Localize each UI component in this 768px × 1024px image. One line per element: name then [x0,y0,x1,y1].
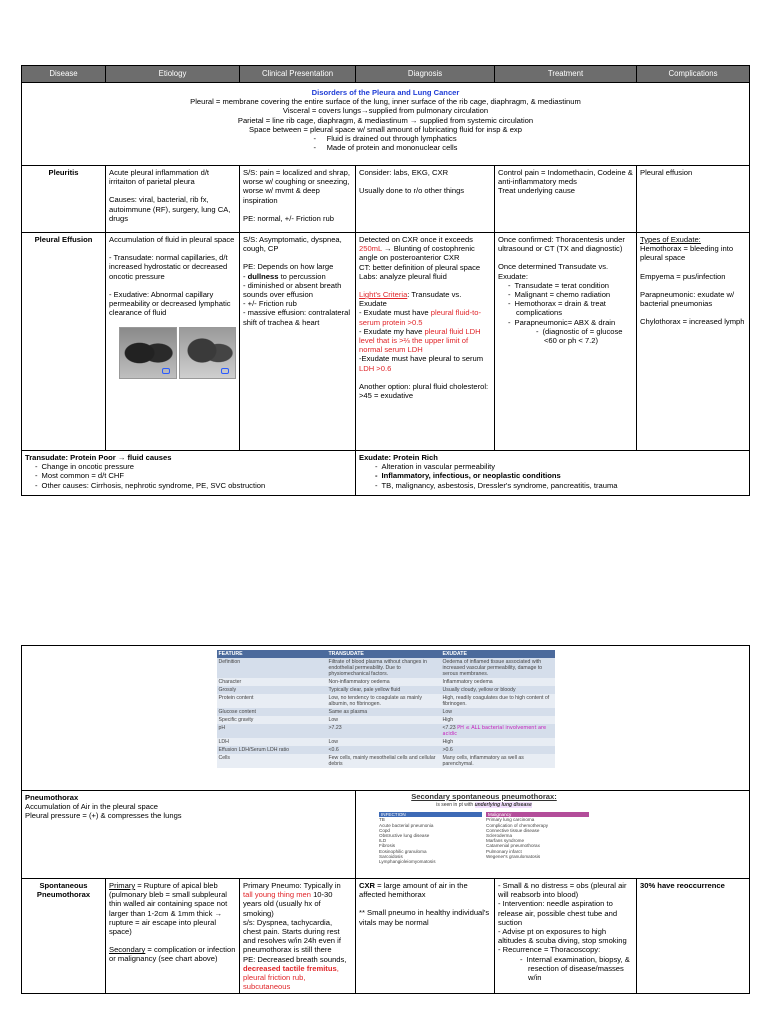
disease-pleuritis: Pleuritis [22,166,106,233]
cell: Effusion LDH/Serum LDH ratio [217,746,327,754]
text: Primary Pneumo: Typically in tall young thing men 10-30 years old (usually hx of smoking) [243,881,341,918]
cell: >7.23 [327,724,441,738]
intro-row [22,83,750,166]
text: - Small & no distress = obs (pleural air will reabsorb into blood) [498,881,627,900]
transudate-list [25,462,352,490]
table-row [217,716,555,724]
text: Light's Criteria: Transudate vs. Exudate [359,290,462,309]
text: Connective tissue disease [486,827,540,833]
text: Primary = Rupture of apical bleb (pulmonary bleb = small subpleural thin walled air containing space not larger than 1-2cm & 1mm thick → rupture = air escape into pleural space) [109,881,228,937]
disease-pleural-effusion: Pleural Effusion [22,233,106,451]
cell: Cells [217,754,327,768]
cell: FEATURE [217,650,327,658]
text: - Recurrence = Thoracoscopy: [498,945,601,955]
text: Usually done to r/o other things [359,186,465,196]
text: Complication of chemotherapy [486,822,549,828]
text: - massive effusion: contralateral shift of trachea & heart [243,308,351,327]
cell: EXUDATE [441,650,555,658]
list-item: - Inflammatory, infectious, or neoplastic conditions [383,471,746,480]
text: Exudate: Protein Rich [359,453,438,462]
comparison-image-cell [22,646,750,791]
list-item: - (diagnostic of = glucose <60 or ph < 7.2) [544,327,633,345]
disease-pneumothorax: Pneumothorax [25,793,79,802]
effusion-complications [637,233,750,451]
cell: <7.23 PH ≤ ALL bacterial involvement are acidic [441,724,555,738]
list-item: - Transudate = terat condition [516,281,633,290]
list-item: - Other causes: Cirrhosis, nephrotic syndrome, PE, SVC obstruction [43,481,352,490]
cell: Protein content [217,694,327,708]
text: CT: better definition of pleural space [359,262,481,272]
text: Detected on CXR once it exceeds 250mL → Blunting of costophrenic angle on posteroanterior CXR [359,235,475,263]
effusion-treatment [495,233,637,451]
text: PE: Decreased breath sounds, decreased tactile fremitus, pleural friction rub, subcutaneous [243,954,347,992]
cell: Same as plasma [327,708,441,716]
pneumothorax-row [22,791,750,879]
text: ILD [379,838,387,844]
list-item: - Most common = d/t CHF [43,471,352,480]
spontaneous-treatment [495,879,637,994]
effusion-etiology [106,233,240,451]
cell: Many cells, inflammatory as well as parenchymal. [441,754,555,768]
text: - Exudate must have pleural fluid-to-serum protein >0.5 [359,308,481,327]
spontaneous-pneumothorax-row [22,879,750,994]
text: Marfans syndrome [486,838,525,844]
text: S/S: Asymptomatic, dyspnea, cough, CP [243,235,342,254]
pleuritis-treatment [495,166,637,233]
cell: Glucose content [217,708,327,716]
intro-line: Pleural = membrane covering the entire surface of the lung, inner surface of the rib cage, diaphragm, & mediastinum [190,97,581,107]
cell: Low [327,738,441,746]
cell: Low, no tendency to coagulate as mainly albumin, no fibrinogen. [327,694,441,708]
table-row [217,708,555,716]
cell: Inflammatory oedema [441,678,555,686]
table-row [217,650,555,658]
text: Hemothorax = bleeding into pleural space [640,244,734,263]
text: -Exudate must have pleural to serum LDH >0.6 [359,354,484,373]
spontaneous-complications: 30% have reoccurrence [637,879,750,994]
pleuritis-diagnosis [356,166,495,233]
text: ** Small pneumo in healthy individual's vitals may be normal [359,908,490,927]
pleuritis-row [22,166,750,233]
table-row [217,746,555,754]
list-item: - TB, malignancy, asbestosis, Dressler's syndrome, pancreatitis, trauma [383,481,746,490]
text: Treat underlying cause [498,186,575,196]
list-item: - Hemothorax = drain & treat complications [516,299,633,317]
text: - dullness to percussion [243,271,326,281]
cell: Filtrate of blood plasma without changes in endothelial permeability. Due to physiomechanical factors. [327,658,441,678]
text: Types of Exudate: [640,235,701,244]
cell: Specific gravity [217,716,327,724]
list-item: - Malignant = chemo radiation [516,290,633,299]
text: Scleroderma [486,833,513,839]
xray-image [119,327,177,379]
disease-spontaneous-pneumothorax: Spontaneous Pneumothorax [22,879,106,994]
section-title: Disorders of the Pleura and Lung Cancer [311,88,460,97]
text: - diminished or absent breath sounds over effusion [243,280,342,300]
cell: Low [441,708,555,716]
exudate-cell [356,451,750,496]
table-row [217,678,555,686]
treatment-sublist [498,955,633,983]
text: Accumulation of Air in the pleural space [25,802,158,812]
effusion-diagnosis [356,233,495,451]
cell: Grossly [217,686,327,694]
transudate-exudate-row [22,451,750,496]
pneumothorax-cell [22,791,356,879]
table-row [217,658,555,678]
text: Pulmonary infarct [486,848,522,854]
header-diagnosis: Diagnosis [356,66,495,83]
table-row [217,738,555,746]
cell: Character [217,678,327,686]
cell: Definition [217,658,327,678]
intro-line: Space between = pleural space w/ small amount of lubricating fluid for insp & exp [249,124,522,134]
list-item: - Alteration in vascular permeability [383,462,746,471]
header-disease: Disease [22,66,106,83]
cell: Low [327,716,441,724]
exudate-list [359,462,746,490]
text: s/s: Dyspnea, tachycardia, chest pain. Starts during rest and resolves w/in 24h even if pneumothorax is still there [243,917,341,955]
chest-xray-images [119,327,236,379]
transudate-cell [22,451,356,496]
column-head: INFECTION [379,812,482,817]
cell: Few cells, mainly mesothelial cells and cellular debris [327,754,441,768]
text: Once determined Transudate vs. Exudate: [498,262,609,281]
text: Empyema = pus/infection [640,271,726,281]
treatment-sublist [498,327,633,345]
text: - Advise pt on exposures to high altitudes & scuba diving, stop smoking [498,927,627,946]
cell: Oedema of inflamed tissue associated with increased vascular permeability, damage to serous membranes. [441,658,555,678]
intro-bullet: - Made of protein and mononuclear cells [313,143,458,153]
treatment-list [498,281,633,327]
cell: High, readily coagulates due to high content of fibrinogen. [441,694,555,708]
text: Accumulation of fluid in pleural space [109,235,235,244]
text: Causes: viral, bacterial, rib fx, autoimmune (RF), surgery, lung CA, drugs [109,195,231,223]
text: TB [379,817,385,823]
text: Labs: analyze pleural fluid [359,271,447,281]
text: - Intervention: needle aspiration to release air, possible chest tube and suction [498,899,618,927]
text: Copd [379,827,390,833]
list-item: - Internal examination, biopsy, & resection of disease/masses w/in [528,955,633,983]
header-treatment: Treatment [495,66,637,83]
text: CXR = large amount of air in the affected hemithorax [359,881,468,900]
table-row [217,694,555,708]
text: Pleural pressure = (+) & compresses the lungs [25,811,182,821]
xray-image [179,327,237,379]
table-row [217,724,555,738]
text: Once confirmed: Thoracentesis under ultrasound or CT (TX and diagnostic) [498,235,625,254]
text: S/S: pain = localized and shrap, worse w/ coughing or sneezing, worse w/ mvmt & deep inspiration [243,168,351,205]
image-subtitle: is seen in pt with underlying lung disease [436,802,532,808]
text: Acute pleural inflammation d/t irritaiton of parietal pleura [109,168,210,187]
comparison-image-row [22,646,750,791]
text: Sarcoidosis [379,853,403,859]
text: Another option: plural fluid cholesterol: >45 = exudative [359,381,489,401]
cell: <0.6 [327,746,441,754]
pneumothorax-table [21,645,750,994]
text: Transudate: Protein Poor → fluid causes [25,453,172,462]
spontaneous-etiology [106,879,240,994]
text: PE: normal, +/- Friction rub [243,213,334,223]
text: - Transudate: normal capillaries, d/t increased hydrostatic or decreased oncotic pressure [109,253,228,281]
text: Chylothorax = increased lymph [640,317,745,327]
intro-cell [22,83,750,166]
text: Secondary = complication or infection or malignancy (see chart above) [109,945,236,964]
header-row [22,66,750,83]
intro-line: Parietal = line rib cage, diaphragm, & mediastinum → supplied from systemic circulation [237,115,534,125]
text: - Exudate my have pleural fluid LDH level that is >⅔ the upper limit of normal serum LDH [359,326,481,355]
secondary-pneumothorax-image [379,793,589,864]
text: Acute bacterial pneumonia [379,822,434,828]
cell: LDH [217,738,327,746]
image-title: Secondary spontaneous pneumothorax: [411,792,557,801]
intro-bullet: - Fluid is drained out through lymphatics [313,134,457,144]
pleura-disorders-table [21,65,750,496]
pleuritis-etiology [106,166,240,233]
text: Fibrosis [379,843,396,849]
malignancy-column [486,812,589,864]
column-head: Malignancy [486,812,589,817]
text: Catamenial pneumothorax [486,843,540,849]
text: Consider: labs, EKG, CXR [359,168,449,177]
spontaneous-diagnosis [356,879,495,994]
pleuritis-clinical [240,166,356,233]
text: Primary lung carcinoma [486,817,535,823]
marker-icon [221,368,229,374]
cell: Usually cloudy, yellow or bloody [441,686,555,694]
spontaneous-clinical [240,879,356,994]
text: Wegener's granulomatosis [486,853,541,859]
image-columns [379,812,589,864]
cell: TRANSUDATE [327,650,441,658]
text: PE: Depends on how large [243,262,334,272]
text: - Exudative: Abnormal capillary permeability or decreased lymphatic clearance of fluid [109,289,231,318]
text: - +/- Friction rub [243,299,297,309]
header-clinical: Clinical Presentation [240,66,356,83]
text: Parapneumonic: exudate w/ bacterial pneumonias [640,289,735,309]
text: Obstructive lung disease [379,833,430,839]
cell: High [441,716,555,724]
marker-icon [162,368,170,374]
intro-bullets [314,134,458,152]
effusion-clinical [240,233,356,451]
list-item: - Change in oncotic pressure [43,462,352,471]
cell: >0.6 [441,746,555,754]
text: Lymphangioleiomyomatosis [379,859,436,865]
pleuritis-complications: Pleural effusion [637,166,750,233]
secondary-pneumo-image-cell [356,791,750,879]
text: Control pain = Indomethacin, Codeine & anti-inflammatory meds [498,168,633,187]
header-etiology: Etiology [106,66,240,83]
intro-line: Visceral = covers lungs→supplied from pulmonary circulation [282,106,489,116]
list-item: - Parapneumonic= ABX & drain [516,318,633,327]
cell: Non-inflammatory oedema [327,678,441,686]
table-row [217,686,555,694]
cell: pH [217,724,327,738]
infection-column [379,812,482,864]
effusion-row [22,233,750,451]
header-complications: Complications [637,66,750,83]
cell: Typically clear, pale yellow fluid [327,686,441,694]
transudate-exudate-comparison-image [217,650,555,768]
cell: High [441,738,555,746]
text: Eosinophilic granuloma [379,848,427,854]
table-row [217,754,555,768]
